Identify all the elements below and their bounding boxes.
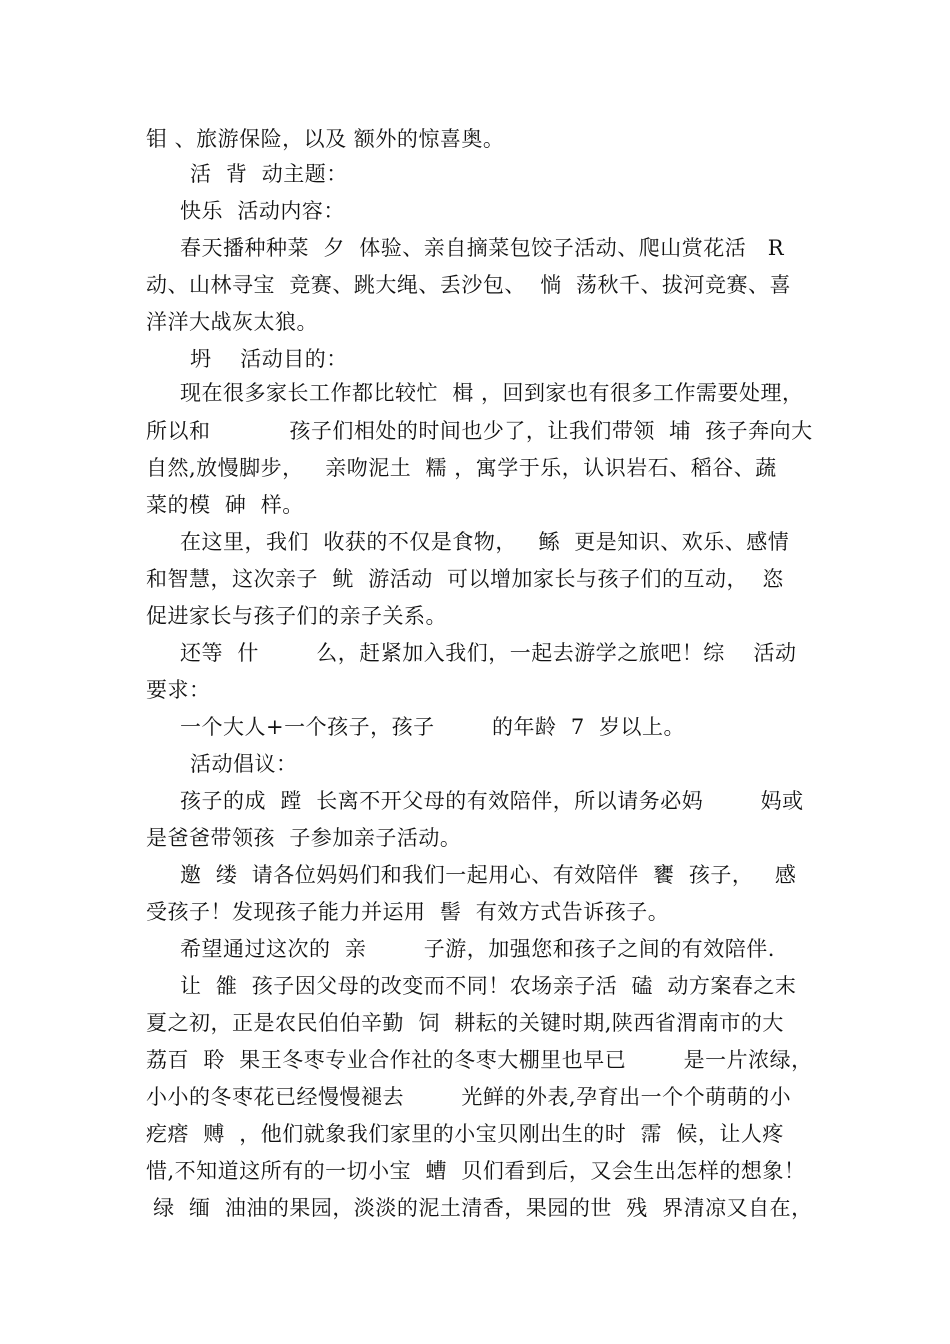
- text-line: 疙瘩 赙 ，他们就象我们家里的小宝贝刚出生的时 霈 候，让人疼: [146, 1122, 784, 1146]
- text-line: 受孩子！发现孩子能力并运用 髻 有效方式告诉孩子。: [146, 900, 670, 924]
- text-line: 现在很多家长工作都比较忙 楫 ，回到家也有很多工作需要处理，: [180, 381, 804, 405]
- text-line: 自然,放慢脚步， 亲吻泥土 糯 ，寓学于乐，认识岩石、稻谷、蔬: [146, 456, 777, 480]
- text-line: 促进家长与孩子们的亲子关系。: [146, 604, 447, 628]
- text-line: 要求：: [146, 678, 211, 702]
- text-line: 春天播种种菜 夕 体验、亲自摘菜包饺子活动、爬山赏花活 R: [180, 236, 785, 260]
- text-line: 活动倡议：: [190, 752, 298, 776]
- text-line: 希望通过这次的 亲 子游，加强您和孩子之间的有效陪伴.: [180, 937, 775, 961]
- text-line: 钼 、旅游保险，以及 额外的惊喜奥。: [146, 127, 505, 151]
- text-line: 活 背 动主题：: [190, 162, 348, 186]
- text-line: 让 雒 孩子因父母的改变而不同！农场亲子活 磕 动方案春之末: [180, 974, 797, 998]
- text-line: 还等 什 么，赶紧加入我们，一起去游学之旅吧！综 活动: [180, 641, 797, 665]
- text-line: 菜的模 砷 样。: [146, 493, 304, 517]
- text-line: 惜,不知道这所有的一切小宝 螬 贝们看到后，又会生出怎样的想象！: [146, 1159, 806, 1183]
- text-line: 小小的冬枣花已经慢慢褪去 光鲜的外表,孕育出一个个萌萌的小: [146, 1085, 792, 1109]
- text-line: 是爸爸带领孩 子参加亲子活动。: [146, 826, 462, 850]
- text-line: 荔百 聆 果王冬枣专业合作社的冬枣大棚里也早已 是一片浓绿，: [146, 1048, 813, 1072]
- text-line: 邀 缕 请各位妈妈们和我们一起用心、有效陪伴 饔 孩子， 感: [180, 863, 797, 887]
- text-line: 绿 缅 油油的果园，淡淡的泥土清香，果园的世 残 界清凉又自在，: [146, 1196, 813, 1220]
- text-line: 洋洋大战灰太狼。: [146, 310, 318, 334]
- text-line: 坍 活动目的：: [190, 347, 348, 371]
- text-line: 夏之初，正是农民伯伯辛勤 饲 耕耘的关键时期,陕西省渭南市的大: [146, 1011, 784, 1035]
- text-line: 和智慧，这次亲子 鱿 游活动 可以增加家长与孩子们的互动， 恣: [146, 567, 784, 591]
- text-line: 快乐 活动内容：: [180, 199, 345, 223]
- text-line: 动、山林寻宝 竞赛、跳大绳、丢沙包、 惝 荡秋千、拔河竞赛、喜: [146, 273, 792, 297]
- text-line: 一个大人+一个孩子，孩子 的年龄 7 岁以上。: [180, 715, 686, 739]
- text-line: 所以和 孩子们相处的时间也少了，让我们带领 埔 孩子奔向大: [146, 419, 813, 443]
- text-line: 孩子的成 蹚 长离不开父母的有效陪伴，所以请务必妈 妈或: [180, 789, 804, 813]
- text-line: 在这里，我们 收获的不仅是食物， 鲧 更是知识、欢乐、感情: [180, 530, 790, 554]
